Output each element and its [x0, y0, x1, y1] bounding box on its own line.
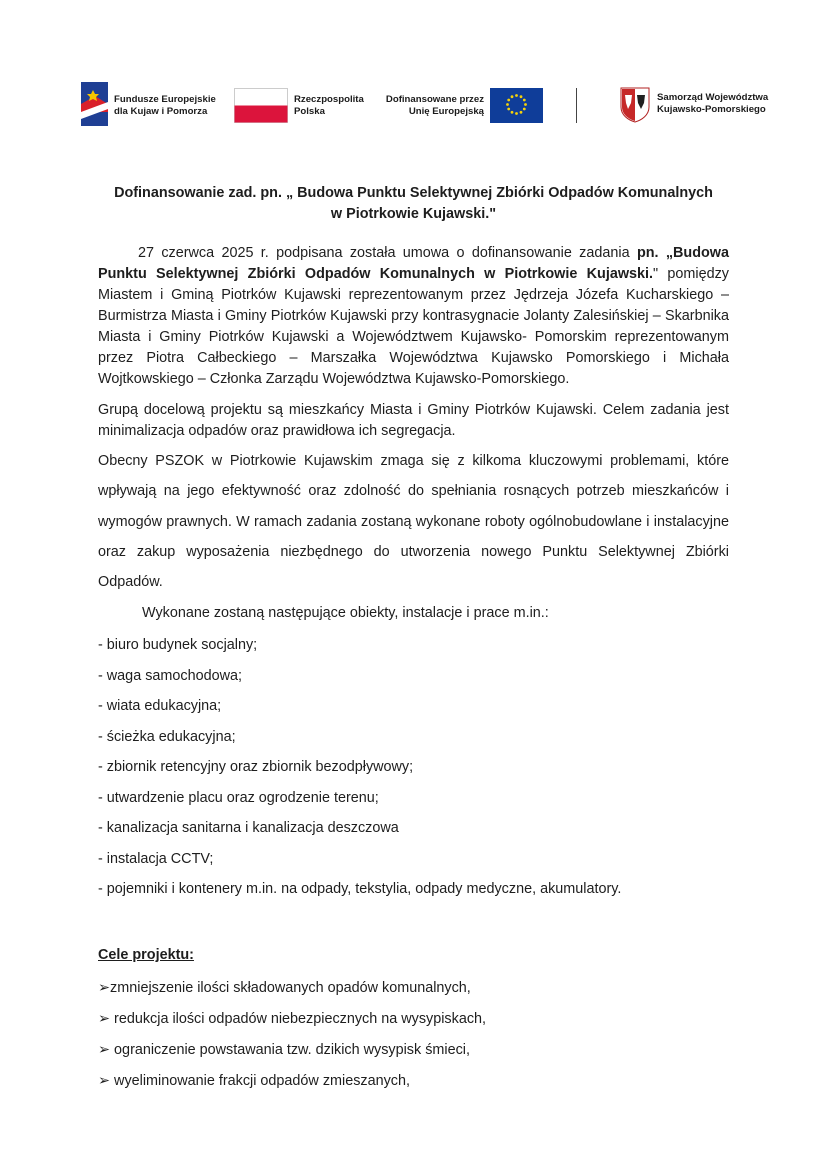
skp-logo-line1: Samorząd Województwa: [657, 92, 769, 103]
rp-logo-text: [294, 94, 364, 117]
list-item: - waga samochodowa;: [98, 667, 242, 684]
list-item: ➢zmniejszenie ilości składowanych opadów komunalnych,: [98, 979, 471, 996]
paragraph-agreement: [98, 243, 729, 390]
agreement-parties: " pomiędzy Miastem i Gminą Piotrków Kujawski reprezentowanym przez Jędrzeja Józefa Kucharskiego – Burmistrza Miasta i Gminy Piotrków Kujawski przy kontrasygnacie Jolanty Zalesińskiej – Skarbnika Miasta i Gminy Piotrków Kujawski a Województwem Kujawsko- Pomorskim reprezentowanym przez Piotra Całbeckiego – Marszałka Województwa Kujawsko Pomorskiego i Michała Wojtkowskiego – Członka Zarządu Województwa Kujawsko-Pomorskiego.: [98, 266, 729, 387]
works-lead: Wykonane zostaną następujące obiekty, instalacje i prace m.in.:: [142, 605, 549, 622]
goals-heading: Cele projektu:: [98, 946, 194, 963]
list-item: - zbiornik retencyjny oraz zbiornik bezodpływowy;: [98, 759, 414, 776]
goals-list: [98, 973, 729, 1097]
polish-flag-red: [235, 106, 288, 123]
rp-logo-line1: Rzeczpospolita: [294, 94, 364, 105]
eu-flag-icon: [490, 88, 543, 123]
fe-logo-line1: Fundusze Europejskie: [114, 94, 216, 105]
agreement-task-name: pn. „Budowa Punktu Selektywnej Zbiórki Odpadów Komunalnych w Piotrkowie Kujawski.: [98, 245, 730, 282]
document-body: [98, 183, 729, 1097]
ue-logo-line1: Dofinansowane przez: [385, 94, 484, 105]
works-list: [98, 630, 729, 905]
rp-logo-line2: Polska: [294, 105, 325, 117]
skp-logo-line2: Kujawsko-Pomorskiego: [657, 103, 766, 115]
list-item: ➢ wyeliminowanie frakcji odpadów zmieszanych,: [98, 1072, 410, 1089]
list-item: - utwardzenie placu oraz ogrodzenie terenu;: [98, 789, 379, 806]
logo-bar: [0, 0, 826, 140]
document-title: [98, 183, 729, 225]
logo-separator: [576, 88, 577, 123]
ue-logo-line2: Unię Europejską: [408, 105, 484, 117]
list-item: - kanalizacja sanitarna i kanalizacja deszczowa: [98, 820, 399, 837]
list-item: - pojemniki i kontenery m.in. na odpady, tekstylia, odpady medyczne, akumulatory.: [98, 881, 622, 898]
list-item: - instalacja CCTV;: [98, 850, 214, 867]
agreement-lead: 27 czerwca 2025 r. podpisana została umowa o dofinansowanie zadania: [138, 245, 637, 261]
paragraph-current-pszok: Obecny PSZOK w Piotrkowie Kujawskim zmaga się z kilkoma kluczowymi problemami, które wpływają na jego efektywność oraz zdolność do spełniania rosnących potrzeb mieszkańców i wymogów prawnych. W ramach zadania zostaną wykonane roboty ogólnobudowlane i instalacyjne oraz zakup wyposażenia niezbędnego do utworzenia nowego Punktu Selektywnej Zbiórki Odpadów.: [98, 453, 729, 591]
list-item: - ścieżka edukacyjna;: [98, 728, 236, 745]
fe-logo-text: [114, 94, 216, 117]
title-line-2: w Piotrkowie Kujawski.": [330, 206, 497, 222]
paragraph-target-group: Grupą docelową projektu są mieszkańcy Miasta i Gminy Piotrków Kujawski. Celem zadania jest minimalizacja odpadów oraz prawidłowa ich segregacja.: [98, 402, 729, 439]
skp-logo-text: [657, 92, 768, 115]
ue-logo-text: [384, 94, 484, 117]
list-item: ➢ ograniczenie powstawania tzw. dzikich wysypisk śmieci,: [98, 1041, 470, 1058]
title-line-1: Dofinansowanie zad. pn. „ Budowa Punktu Selektywnej Zbiórki Odpadów Komunalnych: [114, 185, 713, 201]
polish-flag-icon: [234, 88, 288, 123]
list-item: - biuro budynek socjalny;: [98, 637, 258, 654]
fundusze-europejskie-logo: [81, 82, 108, 126]
list-item: ➢ redukcja ilości odpadów niebezpiecznych na wysypiskach,: [98, 1010, 487, 1027]
kujawsko-pomorskie-coat-of-arms-icon: [620, 87, 650, 123]
list-item: - wiata edukacyjna;: [98, 698, 222, 715]
fe-logo-line2: dla Kujaw i Pomorza: [114, 105, 208, 117]
